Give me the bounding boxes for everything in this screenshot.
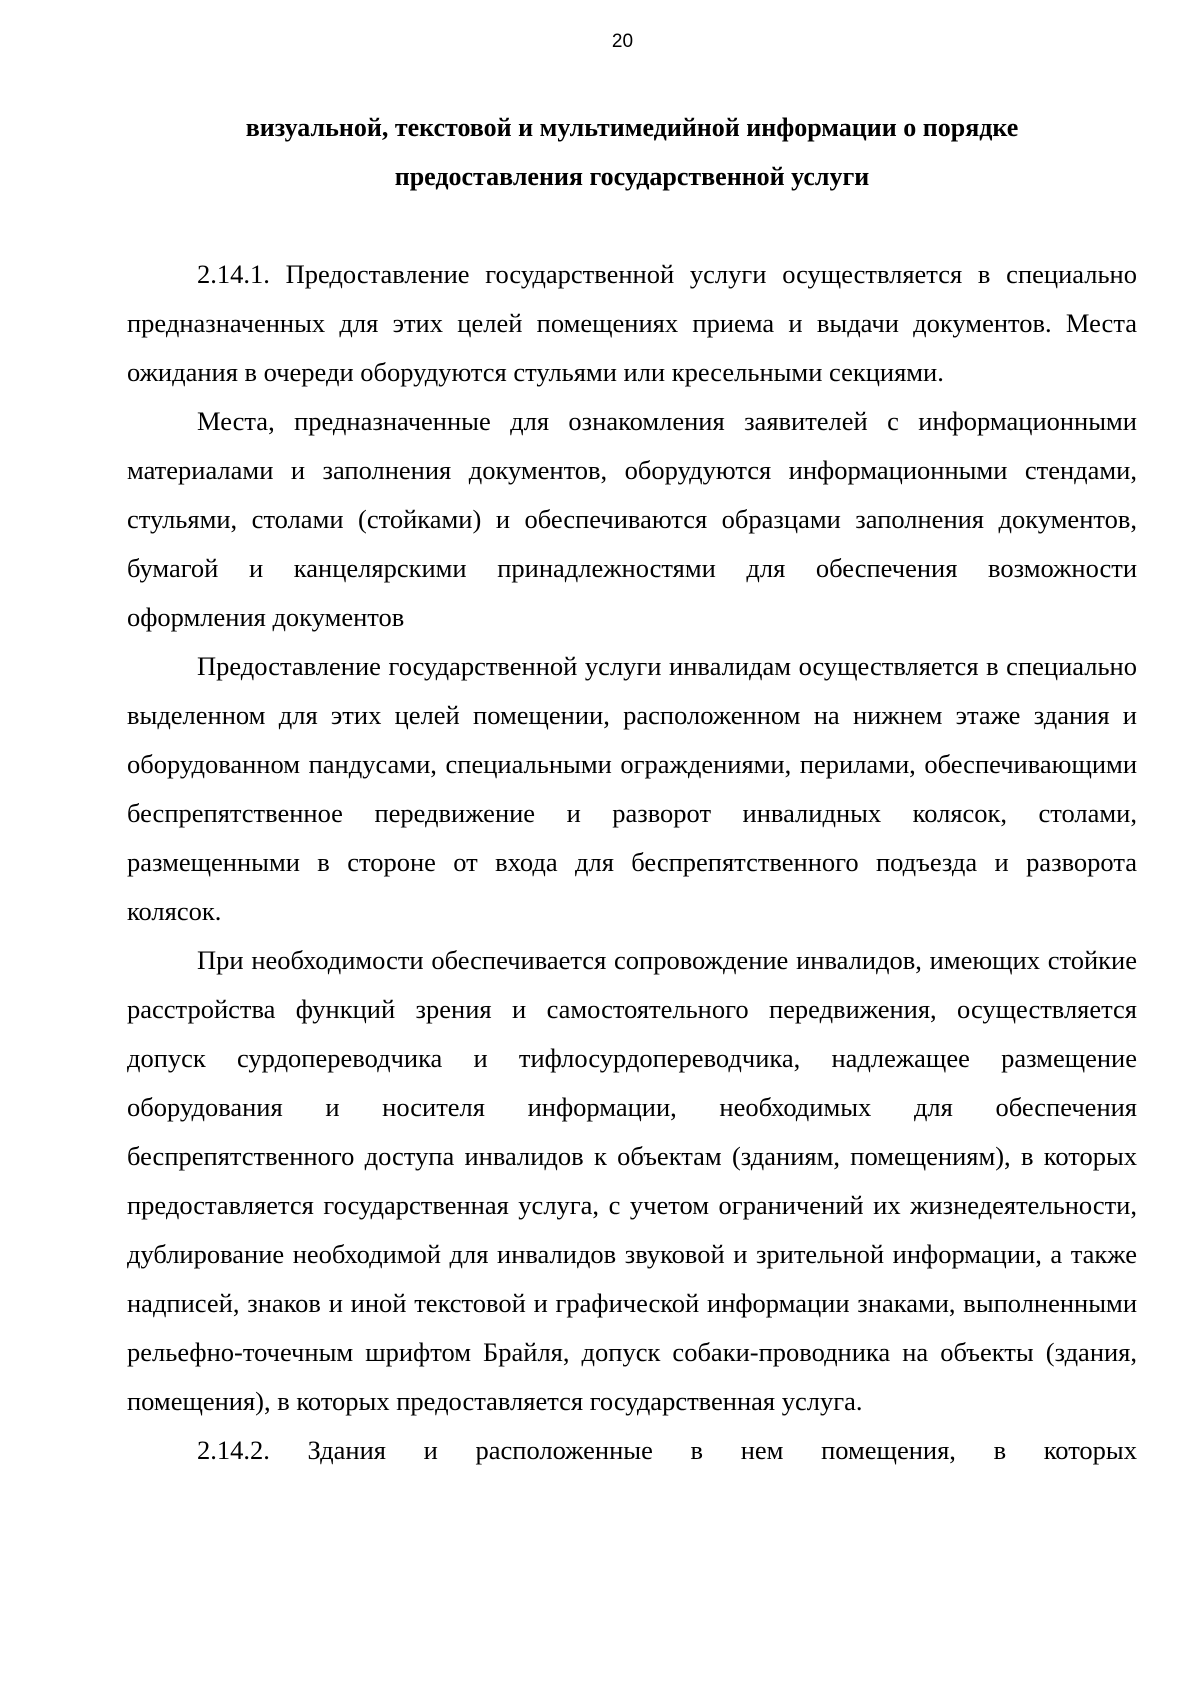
page-number: 20 [611, 31, 634, 52]
paragraph: Предоставление государственной услуги инвалидам осуществляется в специально выделенном для этих целей помещении, расположенном на нижнем этаже здания и оборудованном пандусами, специальными ограждениями, перилами, обеспечивающими беспрепятственное передвижение и разворот инвалидных колясок, столами, размещенными в стороне от входа для беспрепятственного подъезда и разворота колясок. [127, 651, 1137, 926]
paragraph: 2.14.2. Здания и расположенные в нем помещения, в которых [197, 1435, 1137, 1465]
section-heading-line: визуальной, текстовой и мультимедийной информации о порядке [245, 113, 1019, 142]
section-heading [127, 103, 1137, 201]
paragraph: 2.14.1. Предоставление государственной услуги осуществляется в специально предназначенных для этих целей помещениях приема и выдачи документов. Места ожидания в очереди оборудуются стульями или кресельными секциями. [127, 259, 1137, 387]
body-text [127, 250, 1137, 1475]
paragraph: Места, предназначенные для ознакомления заявителей с информационными материалами и заполнения документов, оборудуются информационными стендами, стульями, столами (стойками) и обеспечиваются образцами заполнения документов, бумагой и канцелярскими принадлежностями для обеспечения возможности оформления документов [127, 406, 1137, 632]
section-heading-line: предоставления государственной услуги [394, 162, 870, 191]
paragraph: При необходимости обеспечивается сопровождение инвалидов, имеющих стойкие расстройства функций зрения и самостоятельного передвижения, осуществляется допуск сурдопереводчика и тифлосурдопереводчика, надлежащее размещение оборудования и носителя информации, необходимых для обеспечения беспрепятственного доступа инвалидов к объектам (зданиям, помещениям), в которых предоставляется государственная услуга, с учетом ограничений их жизнедеятельности, дублирование необходимой для инвалидов звуковой и зрительной информации, а также надписей, знаков и иной текстовой и графической информации знаками, выполненными рельефно-точечным шрифтом Брайля, допуск собаки-проводника на объекты (здания, помещения), в которых предоставляется государственная услуга. [127, 945, 1137, 1416]
